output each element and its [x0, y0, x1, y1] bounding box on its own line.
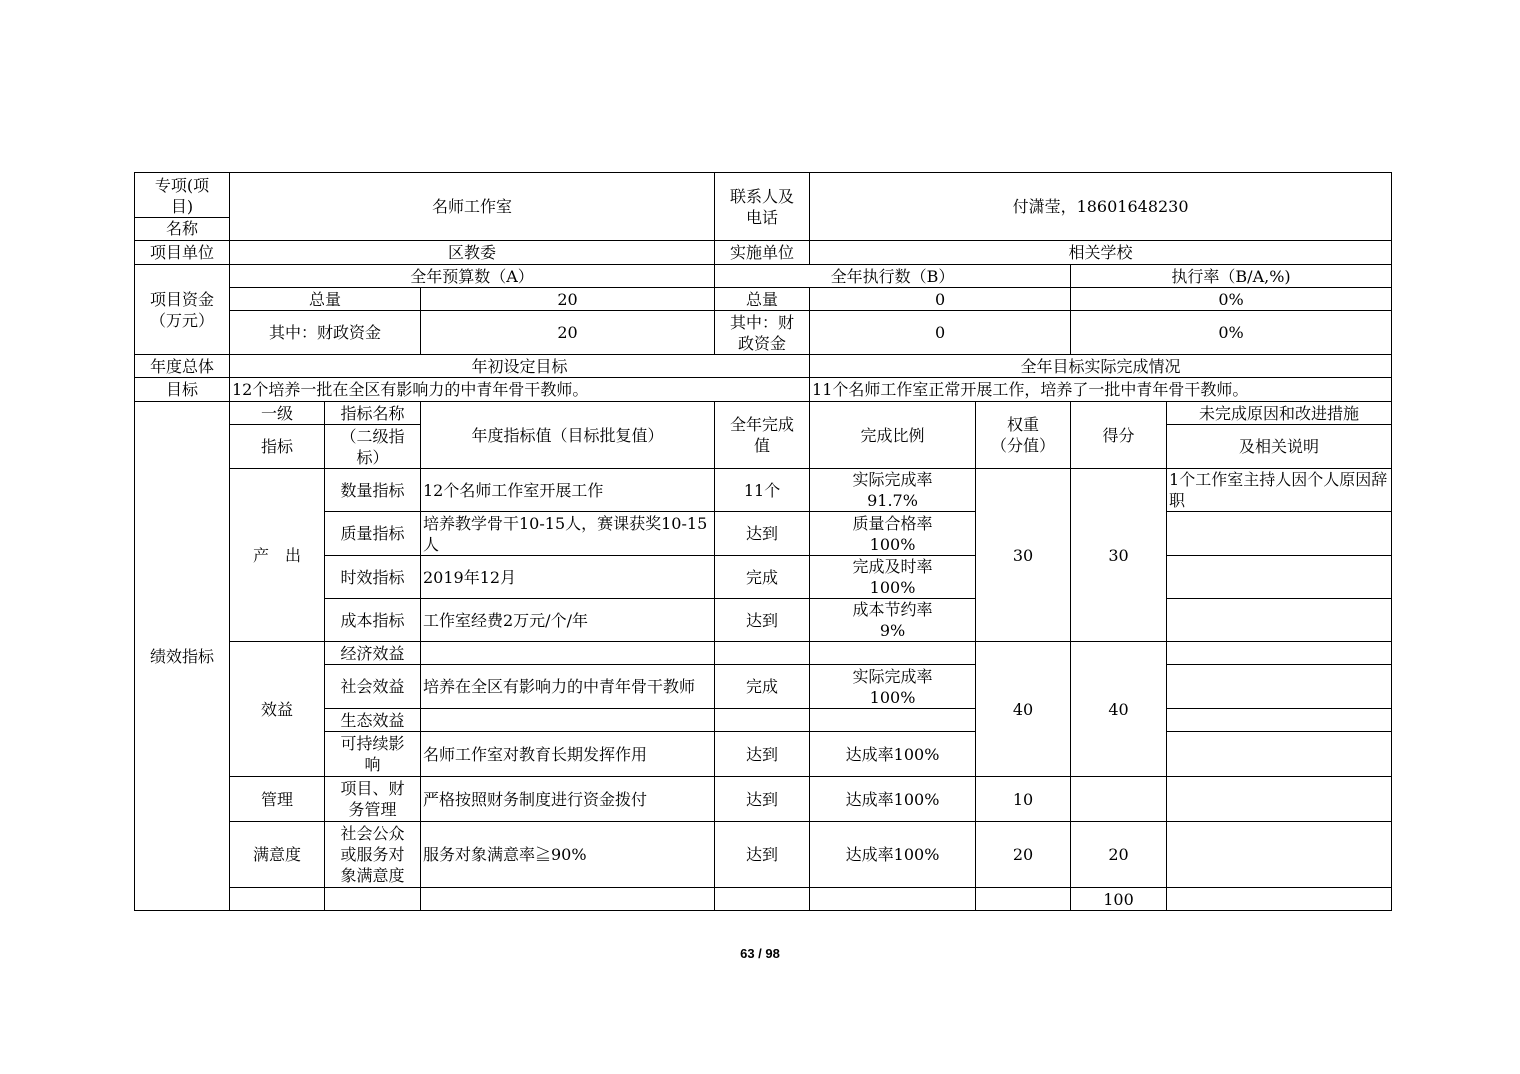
row-value: 工作室经费2万元/个/年 [421, 599, 715, 642]
row-name: 经济效益 [325, 642, 421, 665]
h-score: 得分 [1071, 402, 1167, 469]
table-row [135, 777, 1392, 822]
h-level1-top: 一级 [230, 402, 325, 425]
h-level2-bottom: （二级指 标） [325, 425, 421, 469]
row-name: 社会效益 [325, 665, 421, 709]
mgmt-score [1071, 777, 1167, 822]
row-value: 严格按照财务制度进行资金拨付 [421, 777, 715, 822]
goals-actual-text: 11个名师工作室正常开展工作，培养了一批中青年骨干教师。 [810, 378, 1392, 402]
row-reason [1167, 709, 1392, 732]
perf-label: 绩效指标 [135, 402, 230, 911]
row-ratio: 达成率100% [810, 822, 976, 888]
row-complete: 11个 [715, 469, 810, 512]
row-name: 数量指标 [325, 469, 421, 512]
row-reason [1167, 822, 1392, 888]
budget-header: 全年预算数（A） [230, 265, 715, 288]
row-ratio: 成本节约率 9% [810, 599, 976, 642]
total-row [135, 888, 1392, 911]
row-name: 可持续影 响 [325, 732, 421, 777]
row-value: 服务对象满意率≧90% [421, 822, 715, 888]
benefit-label: 效益 [230, 642, 325, 777]
page-number: 63 / 98 [740, 946, 780, 961]
row-ratio [810, 709, 976, 732]
row-complete: 完成 [715, 665, 810, 709]
table-row [135, 469, 1392, 512]
row-reason [1167, 642, 1392, 665]
benefit-score: 40 [1071, 642, 1167, 777]
row-name: 社会公众 或服务对 象满意度 [325, 822, 421, 888]
total-exec-label: 总量 [715, 288, 810, 311]
row-reason: 1个工作室主持人因个人原因辞职 [1167, 469, 1392, 512]
h-level1-bottom: 指标 [230, 425, 325, 469]
goals-initial-text: 12个培养一批在全区有影响力的中青年骨干教师。 [230, 378, 810, 402]
row-complete: 达到 [715, 777, 810, 822]
row-name: 成本指标 [325, 599, 421, 642]
h-weight: 权重 （分值） [976, 402, 1071, 469]
h-reason-top: 未完成原因和改进措施 [1167, 402, 1392, 425]
mgmt-weight: 10 [976, 777, 1071, 822]
row-reason [1167, 556, 1392, 599]
output-weight: 30 [976, 469, 1071, 642]
impl-label: 实施单位 [715, 241, 810, 265]
row-value: 12个名师工作室开展工作 [421, 469, 715, 512]
fiscal-rate: 0% [1071, 311, 1392, 355]
project-name-value: 名师工作室 [230, 173, 715, 241]
total-rate: 0% [1071, 288, 1392, 311]
row-name: 质量指标 [325, 512, 421, 556]
row-complete: 达到 [715, 512, 810, 556]
contact-value: 付潇莹，18601648230 [810, 173, 1392, 241]
row-ratio: 质量合格率 100% [810, 512, 976, 556]
total-exec: 0 [810, 288, 1071, 311]
row-ratio: 实际完成率 91.7% [810, 469, 976, 512]
row-reason [1167, 665, 1392, 709]
h-annual: 年度指标值（目标批复值） [421, 402, 715, 469]
goals-label-top: 年度总体 [135, 355, 230, 378]
h-level2-top: 指标名称 [325, 402, 421, 425]
total-budget: 20 [421, 288, 715, 311]
row-value: 培养在全区有影响力的中青年骨干教师 [421, 665, 715, 709]
row-value: 名师工作室对教育长期发挥作用 [421, 732, 715, 777]
unit-value: 区教委 [230, 241, 715, 265]
fiscal-exec: 0 [810, 311, 1071, 355]
benefit-weight: 40 [976, 642, 1071, 777]
fiscal-label: 其中：财政资金 [230, 311, 421, 355]
h-reason-bottom: 及相关说明 [1167, 425, 1392, 469]
contact-label: 联系人及 电话 [715, 173, 810, 241]
h-ratio: 完成比例 [810, 402, 976, 469]
goals-actual-header: 全年目标实际完成情况 [810, 355, 1392, 378]
row-reason [1167, 512, 1392, 556]
satisfaction-weight: 20 [976, 822, 1071, 888]
output-score: 30 [1071, 469, 1167, 642]
row-value [421, 709, 715, 732]
row-ratio [810, 642, 976, 665]
satisfaction-label: 满意度 [230, 822, 325, 888]
row-complete: 完成 [715, 556, 810, 599]
row-value: 培养教学骨干10-15人，赛课获奖10-15人 [421, 512, 715, 556]
row-ratio: 实际完成率 100% [810, 665, 976, 709]
mgmt-label: 管理 [230, 777, 325, 822]
output-label: 产 出 [230, 469, 325, 642]
fiscal-budget: 20 [421, 311, 715, 355]
rate-header: 执行率（B/A,%) [1071, 265, 1392, 288]
row-name: 时效指标 [325, 556, 421, 599]
h-complete: 全年完成 值 [715, 402, 810, 469]
row-complete [715, 709, 810, 732]
total-label: 总量 [230, 288, 421, 311]
impl-value: 相关学校 [810, 241, 1392, 265]
row-complete [715, 642, 810, 665]
goals-initial-header: 年初设定目标 [230, 355, 810, 378]
fiscal-exec-label: 其中：财 政资金 [715, 311, 810, 355]
row-ratio: 达成率100% [810, 777, 976, 822]
row-ratio: 完成及时率 100% [810, 556, 976, 599]
funds-label: 项目资金 （万元） [135, 265, 230, 355]
performance-table [134, 172, 1392, 911]
row-value [421, 642, 715, 665]
goals-label-bottom: 目标 [135, 378, 230, 402]
row-complete: 达到 [715, 732, 810, 777]
exec-header: 全年执行数（B） [715, 265, 1071, 288]
row-value: 2019年12月 [421, 556, 715, 599]
total-weight: 100 [1071, 888, 1167, 911]
row-reason [1167, 599, 1392, 642]
row-ratio: 达成率100% [810, 732, 976, 777]
table-row [135, 642, 1392, 665]
row-name: 项目、财 务管理 [325, 777, 421, 822]
row-complete: 达到 [715, 822, 810, 888]
unit-label: 项目单位 [135, 241, 230, 265]
table-row [135, 822, 1392, 888]
project-name-label: 专项(项 目) 名称 [135, 173, 230, 241]
satisfaction-score: 20 [1071, 822, 1167, 888]
row-reason [1167, 777, 1392, 822]
row-name: 生态效益 [325, 709, 421, 732]
row-reason [1167, 732, 1392, 777]
row-complete: 达到 [715, 599, 810, 642]
